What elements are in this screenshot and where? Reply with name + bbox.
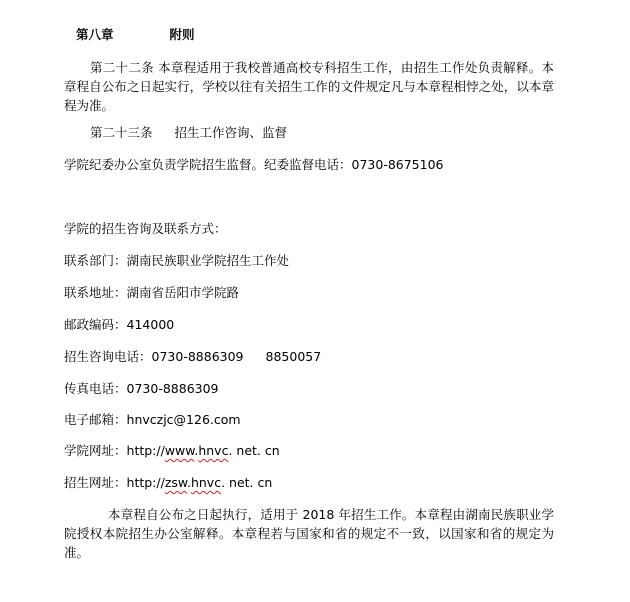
fax-value: 0730-8886309 [126, 381, 219, 396]
article-22-paragraph: 第二十二条 本章程适用于我校普通高校专科招生工作，由招生工作处负责解释。本章程自公布之日起实行，学校以往有关招生工作的文件规定凡与本章程相悖之处，以本章程为准。 [64, 60, 554, 113]
contact-fax [64, 380, 219, 398]
supervision-line: 学院纪委办公室负责学院招生监督。纪委监督电话：0730-8675106 [64, 157, 444, 172]
chapter-number: 第八章 [76, 27, 114, 42]
department-label: 联系部门： [64, 253, 127, 268]
website-link[interactable] [127, 443, 280, 458]
article-23-title: 招生工作咨询、监督 [174, 125, 288, 140]
website-suffix[interactable]: . net. cn [228, 443, 280, 458]
closing-paragraph: 本章程自公布之日起执行，适用于 2018 年招生工作。本章程由湖南民族职业学院授权本院招生办公室解释。本章程若与国家和省的规定不一致，以国家和省的规定为准。 [64, 507, 554, 560]
article-23-heading [90, 124, 287, 142]
phone-value-2: 8850057 [265, 349, 322, 364]
article-23-number: 第二十三条 [90, 125, 153, 140]
admissions-label: 招生网址： [64, 475, 127, 490]
postcode-value: 414000 [126, 317, 175, 332]
contact-heading: 学院的招生咨询及联系方式： [64, 221, 227, 236]
admissions-prefix[interactable]: http:// [126, 475, 165, 490]
admissions-suffix[interactable]: . net. cn [221, 475, 273, 490]
admissions-link-part-2[interactable]: hnvc [190, 475, 222, 490]
contact-department [64, 252, 289, 270]
admissions-mid[interactable]: . [186, 475, 191, 490]
contact-website [64, 442, 280, 460]
contact-phone [64, 348, 321, 366]
website-link-part-2[interactable]: hnvc [198, 443, 229, 458]
chapter-title: 附则 [169, 27, 195, 42]
fax-label: 传真电话： [64, 381, 127, 396]
phone-value-1: 0730-8886309 [151, 349, 244, 364]
postcode-label: 邮政编码： [64, 317, 127, 332]
contact-address [64, 284, 239, 302]
address-label: 联系地址： [64, 285, 127, 300]
phone-label: 招生咨询电话： [64, 349, 152, 364]
admissions-link[interactable] [127, 475, 273, 490]
contact-postcode [64, 316, 174, 334]
contact-email [64, 411, 241, 429]
admissions-link-part-1[interactable]: zsw [164, 475, 187, 490]
email-label: 电子邮箱： [64, 412, 127, 427]
chapter-heading [76, 26, 195, 44]
website-mid[interactable]: . [194, 443, 199, 458]
website-label: 学院网址： [64, 443, 127, 458]
website-link-part-1[interactable]: www [164, 443, 195, 458]
email-value: hnvczjc@126.com [126, 412, 241, 427]
website-prefix[interactable]: http:// [126, 443, 165, 458]
contact-admissions-website [64, 474, 272, 492]
department-value: 湖南民族职业学院招生工作处 [126, 253, 290, 268]
address-value: 湖南省岳阳市学院路 [126, 285, 240, 300]
